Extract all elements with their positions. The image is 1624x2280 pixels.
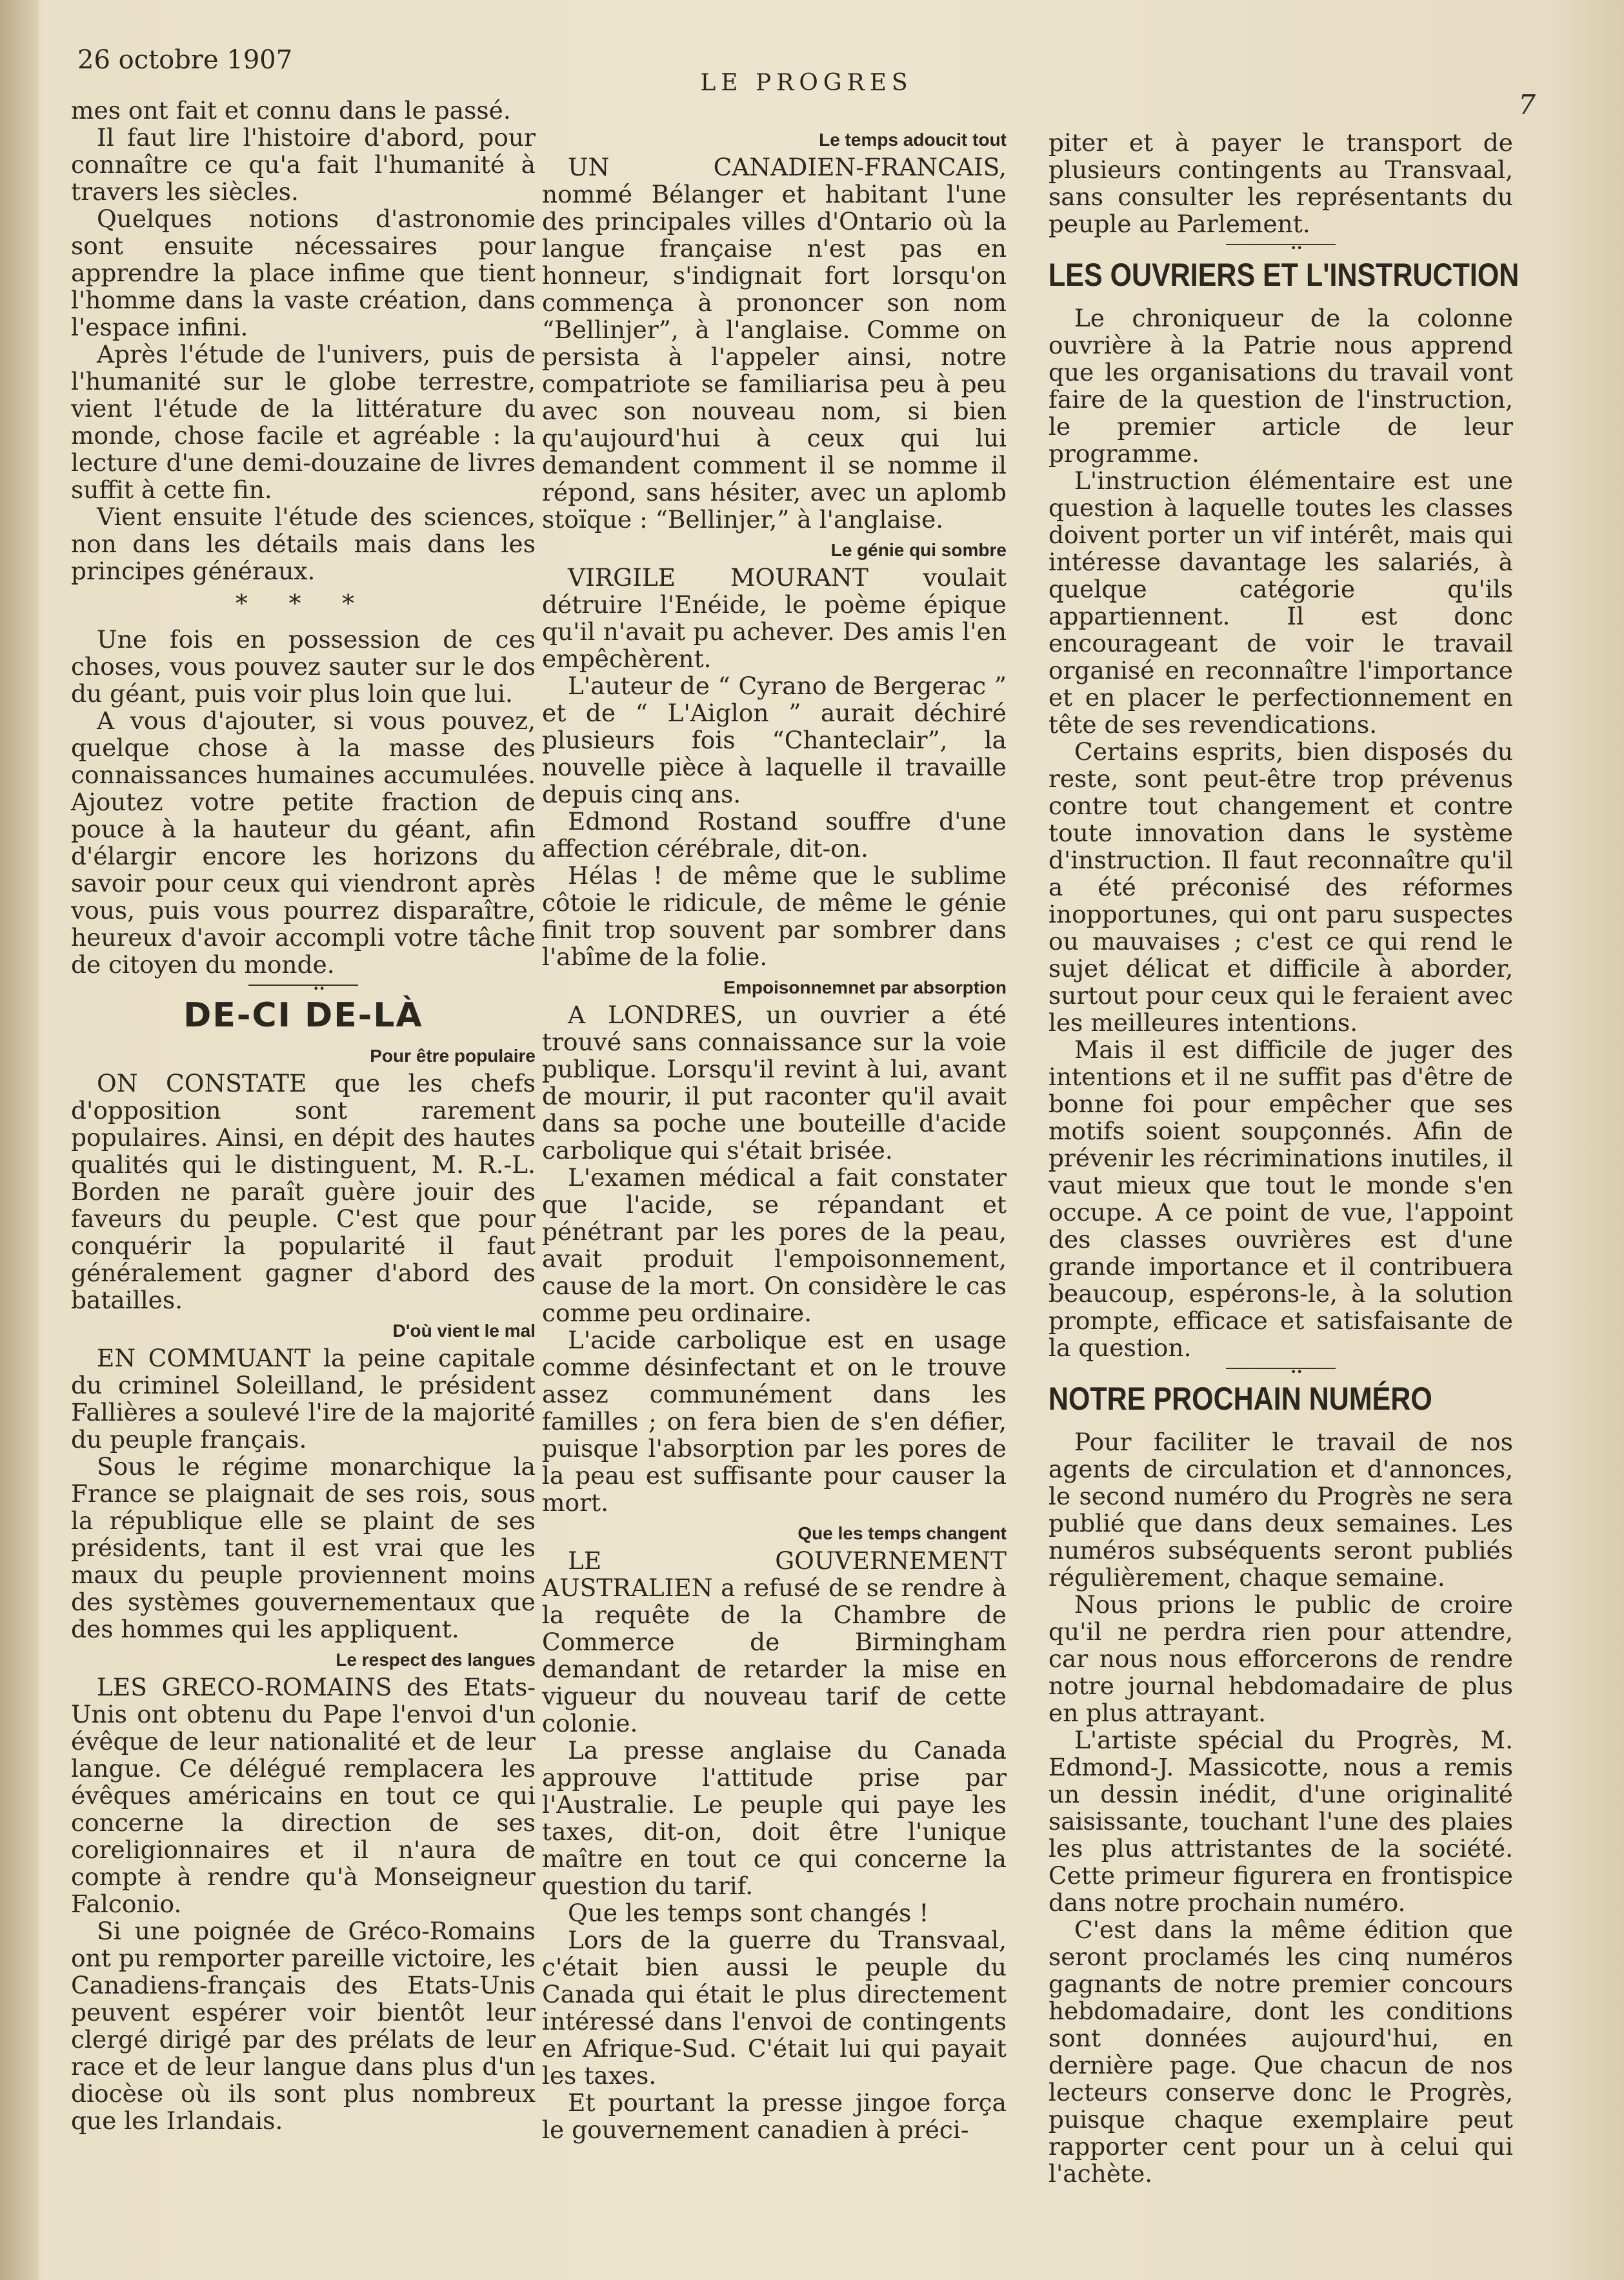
- paragraph: L'examen médical a fait constater que l'acide, se répandant et pénétrant par les pores de la peau, avait produit l'empoisonnement, cause de la mort. On considère le cas comme peu ordinaire.: [542, 1163, 1007, 1327]
- paragraph: Une fois en possession de ces choses, vous pouvez sauter sur le dos du géant, puis voir plus loin que lui.: [71, 625, 536, 708]
- paragraph: A LONDRES, un ouvrier a été trouvé sans connaissance sur la voie publique. Lorsqu'il revint à lui, avant de mourir, il put raconter qu'il avait dans sa poche une bouteille d'acide carbolique qui s'était brisée.: [542, 1001, 1007, 1165]
- article-title: NOTRE PROCHAIN NUMÉRO: [1048, 1381, 1432, 1417]
- paragraph: Il faut lire l'histoire d'abord, pour connaître ce qu'a fait l'humanité à travers les siècles.: [71, 123, 536, 206]
- paragraph: Et pourtant la presse jingoe força le gouvernement canadien à préci-: [542, 2088, 1007, 2144]
- article-heading: Le génie qui sombre: [830, 540, 1007, 560]
- paragraph: Lors de la guerre du Transvaal, c'était bien aussi le peuple du Canada qui était le plus directement intéressé dans l'envoi de contingents en Afrique-Sud. C'était lui qui payait les taxes.: [542, 1926, 1007, 2090]
- paragraph: A vous d'ajouter, si vous pouvez, quelque chose à la masse des connaissances humaines accumulées. Ajoutez votre petite fraction de pouce à la hauteur du géant, afin d'élargir encore les horizons du savoir pour ceux qui viendront après vous, puis vous pourrez disparaître, heureux d'avoir accompli votre tâche de citoyen du monde.: [71, 706, 536, 979]
- paragraph: Après l'étude de l'univers, puis de l'humanité sur le globe terrestre, vient l'étude de la littérature du monde, chose facile et agréable : la lecture d'une demi-douzaine de livres suffit à cette fin.: [71, 340, 536, 504]
- article-heading: Empoisonnemnet par absorption: [723, 977, 1007, 997]
- paragraph: L'acide carbolique est en usage comme désinfectant et on le trouve assez communément dans les familles ; on fera bien de s'en défier, puisque l'absorption par les pores de la peau est suffisante pour causer la mort.: [542, 1326, 1007, 1517]
- article-heading: Pour être populaire: [370, 1046, 536, 1066]
- paragraph: piter et à payer le transport de plusieurs contingents au Transvaal, sans consulter les représentants du peuple au Parlement.: [1048, 128, 1513, 238]
- paragraph: Vient ensuite l'étude des sciences, non dans les détails mais dans les principes généraux.: [71, 503, 536, 585]
- paragraph: LE GOUVERNEMENT AUSTRALIEN a refusé de se rendre à la requête de la Chambre de Commerce de Birmingham demandant de retarder la mise en vigueur du nouveau tarif de cette colonie.: [542, 1546, 1007, 1737]
- article-heading: Le temps adoucit tout: [819, 130, 1007, 150]
- paragraph: UN CANADIEN-FRANCAIS, nommé Bélanger et habitant l'une des principales villes d'Ontario où la langue française n'est pas en honneur, s'indignait fort lorsqu'on commença à prononcer son nom “Bellinjer”, à l'anglaise. Comme on persista à l'appeler ainsi, notre compatriote se familiarisa peu à peu avec son nouveau nom, si bien qu'aujourd'hui à ceux qui lui demandent comment il se nomme il répond, sans hésiter, avec un aplomb stoïque : “Bellinjer,” à l'anglaise.: [542, 153, 1007, 534]
- paragraph: VIRGILE MOURANT voulait détruire l'Enéide, le poème épique qu'il n'avait pu achever. Des amis l'en empêchèrent.: [542, 563, 1007, 673]
- paragraph: LES GRECO-ROMAINS des Etats-Unis ont obtenu du Pape l'envoi d'un évêque de leur nationalité et de leur langue. Ce délégué remplacera les évêques américains en tout ce qui concerne la direction de ses coreligionnaires et il n'aura de compte à rendre qu'à Monseigneur Falconio.: [71, 1673, 536, 1918]
- paragraph: Mais il est difficile de juger des intentions et il ne suffit pas d'être de bonne foi pour empêcher que ses motifs soient soupçonnés. Afin de prévenir les récriminations inutiles, il vaut mieux que tout le monde s'en occupe. A ce point de vue, l'appoint des classes ouvrières est d'une grande importance et il contribuera beaucoup, espérons-le, à la solution prompte, efficace et satisfaisante de la question.: [1048, 1035, 1513, 1362]
- section-break-stars: * * *: [235, 589, 372, 617]
- paragraph: EN COMMUANT la peine capitale du criminel Soleilland, le président Fallières a soulevé l'ire de la majorité du peuple français.: [71, 1344, 536, 1454]
- issue-date: 26 octobre 1907: [77, 45, 293, 75]
- article-heading: Que les temps changent: [797, 1523, 1007, 1543]
- paragraph: Sous le régime monarchique la France se plaignait de ses rois, sous la république elle se plaint de ses présidents, tant il est vrai que les maux du peuple proviennent moins des systèmes gouvernementaux que des hommes qui les appliquent.: [71, 1452, 536, 1643]
- article-heading: D'où vient le mal: [392, 1321, 536, 1341]
- article-title: LES OUVRIERS ET L'INSTRUCTION: [1048, 257, 1519, 293]
- paragraph: Quelques notions d'astronomie sont ensuite nécessaires pour apprendre la place infime que tient l'homme dans la vaste création, dans l'espace infini.: [71, 205, 536, 341]
- paragraph: ON CONSTATE que les chefs d'opposition sont rarement populaires. Ainsi, en dépit des hautes qualités qui le distinguent, M. R.-L. Borden ne paraît guère jouir des faveurs du peuple. C'est que pour conquérir la popularité il faut généralement gagner d'abord des batailles.: [71, 1069, 536, 1314]
- column-1: [71, 97, 536, 2134]
- paragraph: Pour faciliter le travail de nos agents de circulation et d'annonces, le second numéro du Progrès ne sera publié que dans deux semaines. Les numéros subséquents seront publiés régulièrement, chaque semaine.: [1048, 1428, 1513, 1592]
- masthead: LE PROGRES: [700, 70, 913, 96]
- divider: [248, 985, 358, 986]
- paragraph: L'instruction élémentaire est une question à laquelle toutes les classes doivent porter un vif intérêt, mais qui intéresse davantage les salariés, à quelque catégorie qu'ils appartiennent. Il est donc encourageant de voir le travail organisé en reconnaître l'importance et en placer le perfectionnement en tête de ses revendications.: [1048, 466, 1513, 739]
- binding-gutter: [0, 0, 39, 2280]
- paragraph: Le chroniqueur de la colonne ouvrière à la Patrie nous apprend que les organisations du travail vont faire de la question de l'instruction, le premier article de leur programme.: [1048, 304, 1513, 468]
- divider: [1226, 1368, 1336, 1369]
- paragraph: Que les temps sont changés !: [568, 1899, 929, 1927]
- column-2: [542, 129, 1007, 2143]
- article-heading: Le respect des langues: [336, 1650, 536, 1670]
- divider: [1226, 244, 1336, 245]
- page-number: 7: [1518, 89, 1536, 121]
- paragraph: mes ont fait et connu dans le passé.: [71, 96, 511, 125]
- paragraph: Certains esprits, bien disposés du reste, sont peut-être trop prévenus contre tout changement et contre toute innovation dans le système d'instruction. Il faut reconnaître qu'il a été préconisé des réformes inopportunes, qui ont paru suspectes ou mauvaises ; c'est ce qui rend le sujet délicat et difficile à aborder, surtout pour ceux qui le feraient avec les meilleures intentions.: [1048, 737, 1513, 1037]
- column-3: [1048, 128, 1519, 2188]
- paragraph: L'auteur de “ Cyrano de Bergerac ” et de “ L'Aiglon ” aurait déchiré plusieurs fois “Chanteclair”, la nouvelle pièce à laquelle il travaille depuis cinq ans.: [542, 672, 1007, 808]
- section-title: DE-CI DE-LÀ: [183, 996, 423, 1035]
- paragraph: Nous prions le public de croire qu'il ne perdra rien pour attendre, car nous nous efforcerons de rendre notre journal hebdomadaire de plus en plus attrayant.: [1048, 1590, 1513, 1727]
- paragraph: La presse anglaise du Canada approuve l'attitude prise par l'Australie. Le peuple qui paye les taxes, dit-on, doit être l'unique maître en tout ce qui concerne la question du tarif.: [542, 1736, 1007, 1900]
- paragraph: Edmond Rostand souffre d'une affection cérébrale, dit-on.: [542, 807, 1007, 863]
- paragraph: L'artiste spécial du Progrès, M. Edmond-J. Massicotte, nous a remis un dessin inédit, d'une originalité saisissante, touchant l'une des plaies les plus attristantes de la société. Cette primeur figurera en frontispice dans notre prochain numéro.: [1048, 1726, 1513, 1917]
- paragraph: Si une poignée de Gréco-Romains ont pu remporter pareille victoire, les Canadiens-français des Etats-Unis peuvent espérer voir bientôt leur clergé dirigé par des prélats de leur race et de leur langue dans plus d'un diocèse où ils sont plus nombreux que les Irlandais.: [71, 1917, 536, 2135]
- paragraph: C'est dans la même édition que seront proclamés les cinq numéros gagnants de notre premier concours hebdomadaire, dont les conditions sont données aujourd'hui, en dernière page. Que chacun de nos lecteurs conserve donc le Progrès, puisque chaque exemplaire peut rapporter cent pour un à celui qui l'achète.: [1048, 1915, 1513, 2188]
- paragraph: Hélas ! de même que le sublime côtoie le ridicule, de même le génie finit trop souvent par sombrer dans l'abîme de la folie.: [542, 861, 1007, 971]
